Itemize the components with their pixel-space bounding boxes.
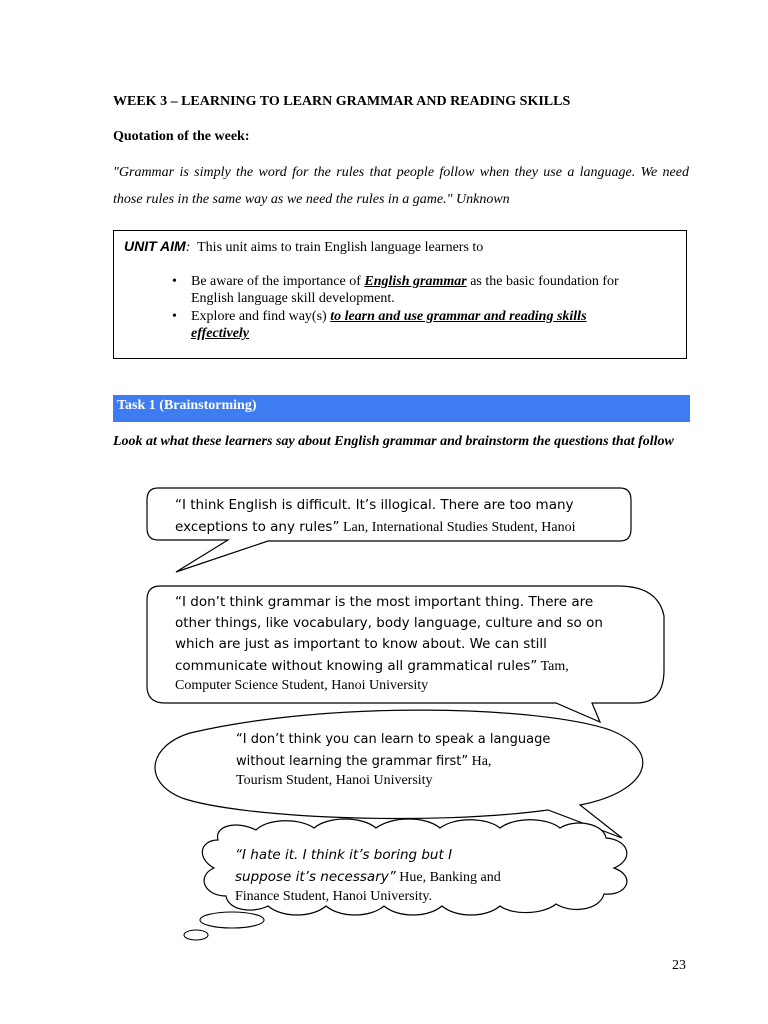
task-instruction: Look at what these learners say about English grammar and brainstorm the questions that follow <box>113 434 674 449</box>
bullet-1-text-end: as the basic foundation for English language skill development. <box>191 274 619 306</box>
bubble-1-attribution: Lan, International Studies Student, Hanoi <box>339 520 576 535</box>
bubble-4-line-3: Finance Student, Hanoi University. <box>235 889 433 904</box>
bubble-3-text <box>236 729 596 790</box>
bubble-3-quote-end: without learning the grammar first” <box>236 754 469 769</box>
thought-circle-large <box>200 912 264 928</box>
bubble-3-attribution: Ha, <box>468 754 492 769</box>
bullet-1-text: Be aware of the importance of <box>191 274 365 289</box>
page-title: WEEK 3 – LEARNING TO LEARN GRAMMAR AND READING SKILLS <box>113 94 571 109</box>
unit-aim-intro: This unit aims to train English language learners to <box>197 240 484 255</box>
bubble-4-text <box>235 845 575 906</box>
bubble-3-line-1: “I don’t think you can learn to speak a language <box>236 732 551 747</box>
bubble-4-quote-end: suppose it’s necessary” <box>235 869 396 885</box>
quotation-label: Quotation of the week: <box>113 129 250 144</box>
page-number: 23 <box>672 958 686 973</box>
bubble-2-line-1: “I don’t think grammar is the most important thing. There are <box>175 594 594 610</box>
bullet-1-emphasis: English grammar <box>364 274 467 289</box>
task-label: Task 1 (Brainstorming) <box>117 398 257 413</box>
bullet-icon: • <box>172 274 177 289</box>
bubble-2-text <box>175 592 645 695</box>
thought-circle-small <box>184 930 208 940</box>
bubble-2-line-5: Computer Science Student, Hanoi University <box>175 678 429 693</box>
quotation-text: "Grammar is simply the word for the rules that people follow when they use a language. We need those rules in the same way as we need the rules in a game." Unknown <box>113 165 689 207</box>
bubble-1-line-1: “I think English is difficult. It’s illogical. There are too many <box>175 497 574 513</box>
bubble-4-line-1: “I hate it. I think it’s boring but I <box>235 847 453 863</box>
bubble-1-text <box>175 495 625 538</box>
bullet-icon: • <box>172 309 177 324</box>
bullet-2-emphasis: to learn and use grammar and reading skills effectively <box>191 309 587 341</box>
unit-aim-colon: : <box>185 240 191 255</box>
unit-aim-label: UNIT AIM <box>124 238 186 254</box>
bubble-2-line-3: which are just as important to know about. We can still <box>175 636 547 652</box>
bullet-2-text: Explore and find way(s) <box>191 309 331 324</box>
bubble-2-line-2: other things, like vocabulary, body language, culture and so on <box>175 615 603 631</box>
bubble-2-quote-end: communicate without knowing all grammatical rules” <box>175 658 538 674</box>
bubble-3-line-3: Tourism Student, Hanoi University <box>236 773 433 788</box>
bubble-4-attribution: Hue, Banking and <box>395 870 501 885</box>
bubble-1-quote-end: exceptions to any rules” <box>175 519 340 535</box>
bubble-2-attribution: Tam, <box>537 659 569 674</box>
